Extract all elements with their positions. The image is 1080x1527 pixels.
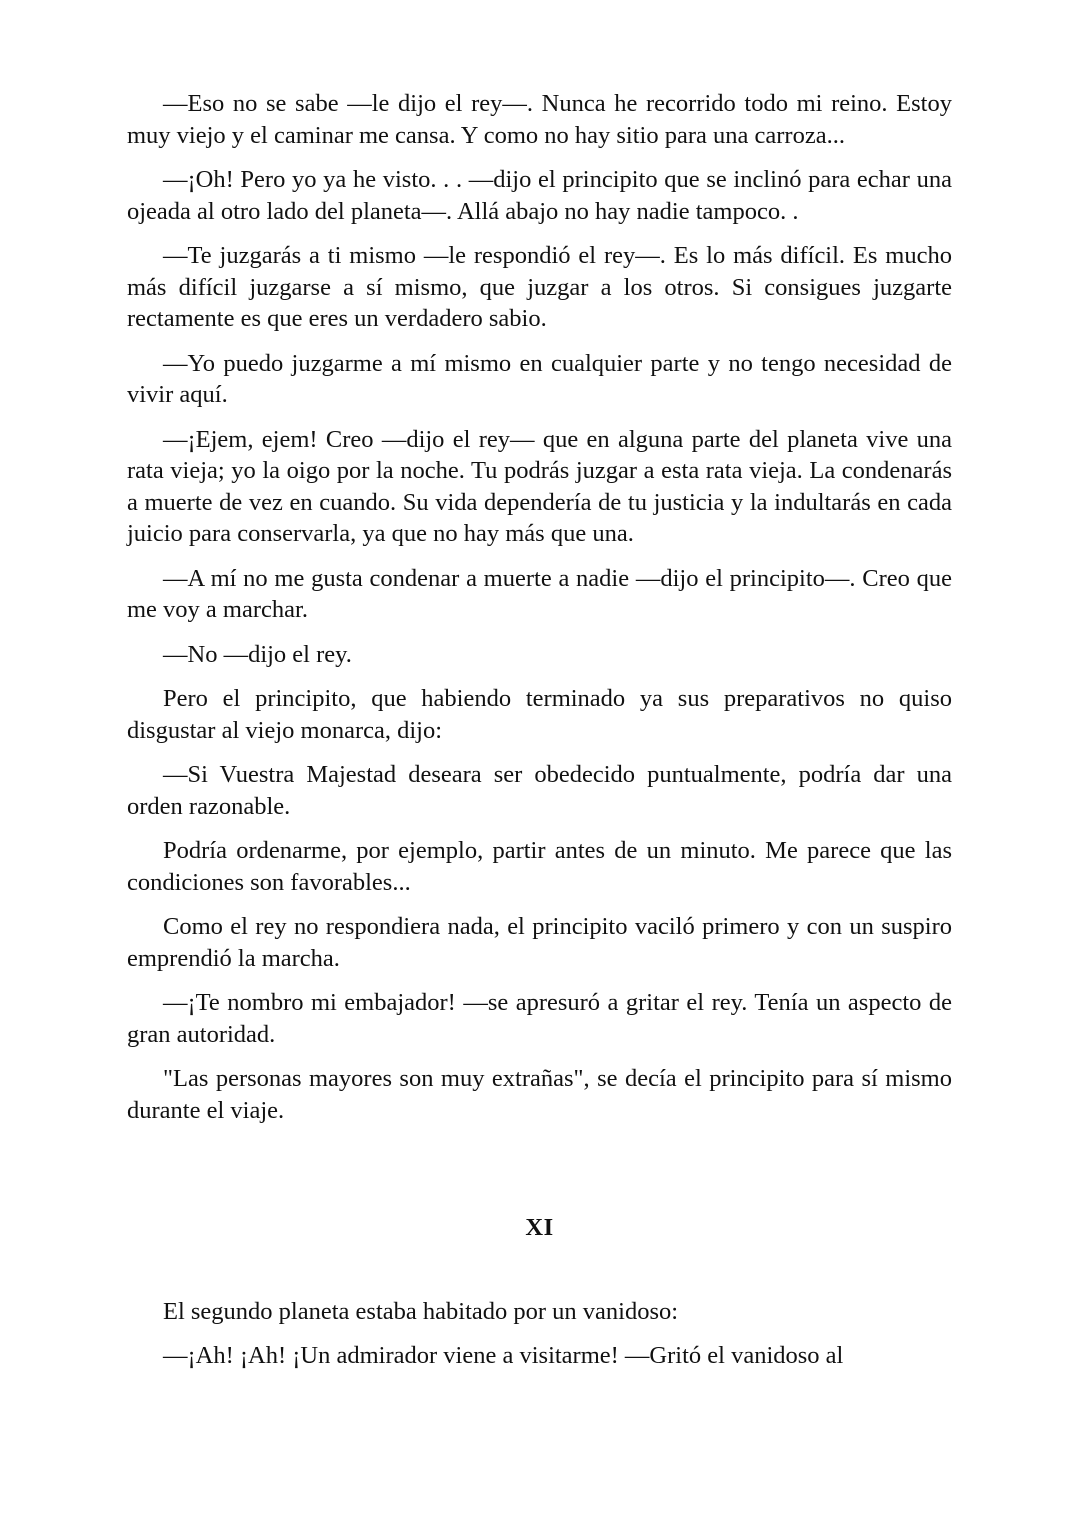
paragraph: Como el rey no respondiera nada, el principito vaciló primero y con un suspiro emprendió la marcha. [127,913,952,972]
document-page [127,88,952,1385]
paragraph: —¡Oh! Pero yo ya he visto. . . —dijo el principito que se inclinó para echar una ojeada al otro lado del planeta—. Allá abajo no hay nadie tampoco. . [127,166,952,225]
paragraph: —A mí no me gusta condenar a muerte a nadie —dijo el principito—. Creo que me voy a marchar. [127,564,952,623]
chapter-heading: XI [525,1214,554,1241]
paragraph: —¡Ejem, ejem! Creo —dijo el rey— que en alguna parte del planeta vive una rata vieja; yo la oigo por la noche. Tu podrás juzgar a esta rata vieja. La condenarás a muerte de vez en cuando. Su vida dependería de tu justicia y la indultarás en cada juicio para conservarla, ya que no hay más que una. [127,425,952,547]
paragraph-truncated: —¡Ah! ¡Ah! ¡Un admirador viene a visitarme! —Gritó el vanidoso al [163,1342,844,1369]
paragraph: —Te juzgarás a ti mismo —le respondió el rey—. Es lo más difícil. Es mucho más difícil juzgarse a sí mismo, que juzgar a los otros. Si consigues juzgarte rectamente es que eres un verdadero sabio. [127,242,952,332]
paragraph: —¡Te nombro mi embajador! —se apresuró a gritar el rey. Tenía un aspecto de gran autoridad. [127,989,952,1048]
paragraph: —Yo puedo juzgarme a mí mismo en cualquier parte y no tengo necesidad de vivir aquí. [127,349,952,408]
paragraph: "Las personas mayores son muy extrañas", se decía el principito para sí mismo durante el viaje. [127,1065,952,1124]
paragraph: —No —dijo el rey. [163,640,352,668]
paragraph: —Si Vuestra Majestad deseara ser obedecido puntualmente, podría dar una orden razonable. [127,761,952,820]
paragraph: Pero el principito, que habiendo terminado ya sus preparativos no quiso disgustar al viejo monarca, dijo: [127,685,952,744]
paragraph: —Eso no se sabe —le dijo el rey—. Nunca he recorrido todo mi reino. Estoy muy viejo y el caminar me cansa. Y como no hay sitio para una carroza... [127,90,952,149]
paragraph: El segundo planeta estaba habitado por un vanidoso: [163,1297,679,1325]
paragraph: Podría ordenarme, por ejemplo, partir antes de un minuto. Me parece que las condiciones son favorables... [127,837,952,896]
